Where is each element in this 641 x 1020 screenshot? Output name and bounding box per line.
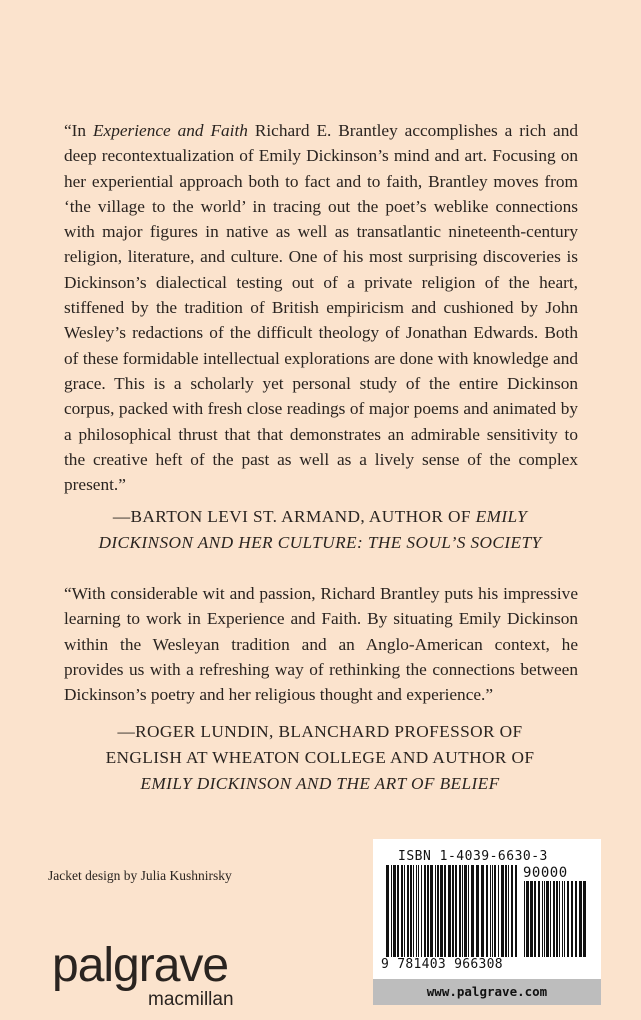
barcode-bar — [490, 865, 491, 957]
barcode-bar — [386, 865, 389, 957]
barcode-bar — [476, 865, 479, 957]
barcode-bar — [524, 881, 525, 957]
barcode-panel — [373, 839, 601, 1005]
attribution-book-part2: DICKINSON AND HER CULTURE: THE SOUL’S SOCIETY — [98, 533, 542, 552]
attribution-book-part1: EMILY — [475, 507, 528, 526]
book-title: Experience and Faith — [92, 121, 248, 140]
barcode-bar — [464, 865, 467, 957]
barcode-bar — [444, 865, 446, 957]
barcode-bar — [498, 865, 499, 957]
attribution-line2: ENGLISH AT WHEATON COLLEGE AND AUTHOR OF — [105, 748, 535, 767]
barcode-bar — [427, 865, 429, 957]
isbn-label: ISBN 1-4039-6630-3 — [398, 849, 548, 864]
publisher-logo — [52, 939, 234, 1010]
barcode-bar — [486, 865, 488, 957]
barcode-bar — [538, 881, 540, 957]
barcode-bar — [462, 865, 463, 957]
barcode-bar — [534, 881, 536, 957]
attribution-st-armand — [40, 504, 600, 556]
barcode-bar — [550, 881, 551, 957]
ean-barcode — [385, 865, 519, 957]
barcode-bar — [567, 881, 569, 957]
barcode-bar — [452, 865, 454, 957]
barcode-bar — [575, 881, 577, 957]
attribution-line1: —ROGER LUNDIN, BLANCHARD PROFESSOR OF — [117, 722, 523, 741]
barcode-bar — [501, 865, 504, 957]
addon-barcode — [523, 881, 589, 957]
barcode-bar — [437, 865, 439, 957]
barcode-bar — [553, 881, 555, 957]
barcode-bar — [556, 881, 558, 957]
addon-number: 90000 — [523, 865, 568, 881]
barcode-bar — [416, 865, 417, 957]
barcode-bar — [511, 865, 513, 957]
attribution-name: —BARTON LEVI ST. ARMAND, AUTHOR OF — [112, 507, 476, 526]
quote-body: Richard E. Brantley accomplishes a rich and deep recontextualization of Emily Dickinson’s mind and art. Focusing on her experiential approach both to fact and to faith, Brantley moves from ‘the village to the world’ in tracing out the poet’s weblike connections with major figures in native as well as transatlantic nineteenth-century religion, literature, and culture. One of his most surprising discoveries is Dickinson’s dialectical testing out of a private religion of the heart, stiffened by the tradition of British empiricism and cushioned by John Wesley’s redactions of the difficult theology of Jonathan Edwards. Both of these formidable intellectual explorations are done with knowledge and grace. This is a scholarly yet personal study of the entire Dickinson corpus, packed with fresh close readings of major poems and animated by a philosophical thrust that that demonstrates an admirable sensitivity to the creative heft of the past as well as a lively sense of the complex present.” — [64, 121, 578, 495]
barcode-bar — [424, 865, 426, 957]
barcode-bar — [413, 865, 414, 957]
barcode-bar — [544, 881, 545, 957]
logo-palgrave: palgrave — [52, 939, 229, 992]
barcode-bar — [494, 865, 496, 957]
barcode-bar — [571, 881, 573, 957]
barcode-bar — [407, 865, 409, 957]
barcode-bar — [481, 865, 484, 957]
quote-lundin-review: “With considerable wit and passion, Richard Brantley puts his impressive learning to work in Experience and Faith. By situating Emily Dickinson within the Wesleyan tradition and an Anglo-American context, he provides us with a refreshing way of rethinking the connections between Dickinson’s poetry and her religious thought and experience.” — [64, 584, 578, 705]
barcode-bar — [505, 865, 507, 957]
barcode-bar — [471, 865, 474, 957]
attribution-lundin — [40, 719, 600, 797]
barcode-bar — [526, 881, 529, 957]
barcode-bar — [418, 865, 419, 957]
barcode-bar — [564, 881, 565, 957]
barcode-bar — [410, 865, 412, 957]
barcode-bar — [542, 881, 543, 957]
barcode-bar — [421, 865, 422, 957]
barcode-bar — [492, 865, 493, 957]
barcode-bar — [455, 865, 457, 957]
quote-brantley-review — [64, 118, 578, 497]
barcode-bar — [583, 881, 586, 957]
barcode-bar — [404, 865, 405, 957]
barcode-bar — [468, 865, 469, 957]
ean-number: 9 781403 966308 — [381, 957, 503, 972]
barcode-bar — [440, 865, 443, 957]
barcode-bar — [530, 881, 533, 957]
publisher-url: www.palgrave.com — [373, 979, 601, 1005]
quote-open: “In — [64, 121, 93, 140]
barcode-bar — [448, 865, 451, 957]
jacket-credit: Jacket design by Julia Kushnirsky — [48, 868, 232, 883]
barcode-bar — [435, 865, 436, 957]
logo-macmillan: macmillan — [148, 989, 234, 1010]
barcode-bar — [430, 865, 433, 957]
attribution-book: EMILY DICKINSON AND THE ART OF BELIEF — [140, 774, 500, 793]
barcode-bar — [562, 881, 563, 957]
barcode-bar — [508, 865, 509, 957]
barcode-bar — [546, 881, 549, 957]
barcode-bar — [401, 865, 403, 957]
barcode-bar — [515, 865, 517, 957]
barcode-bar — [393, 865, 396, 957]
barcode-bar — [579, 881, 582, 957]
barcode-bar — [391, 865, 392, 957]
barcode-bar — [459, 865, 461, 957]
barcode-bar — [559, 881, 560, 957]
barcode-bar — [397, 865, 399, 957]
